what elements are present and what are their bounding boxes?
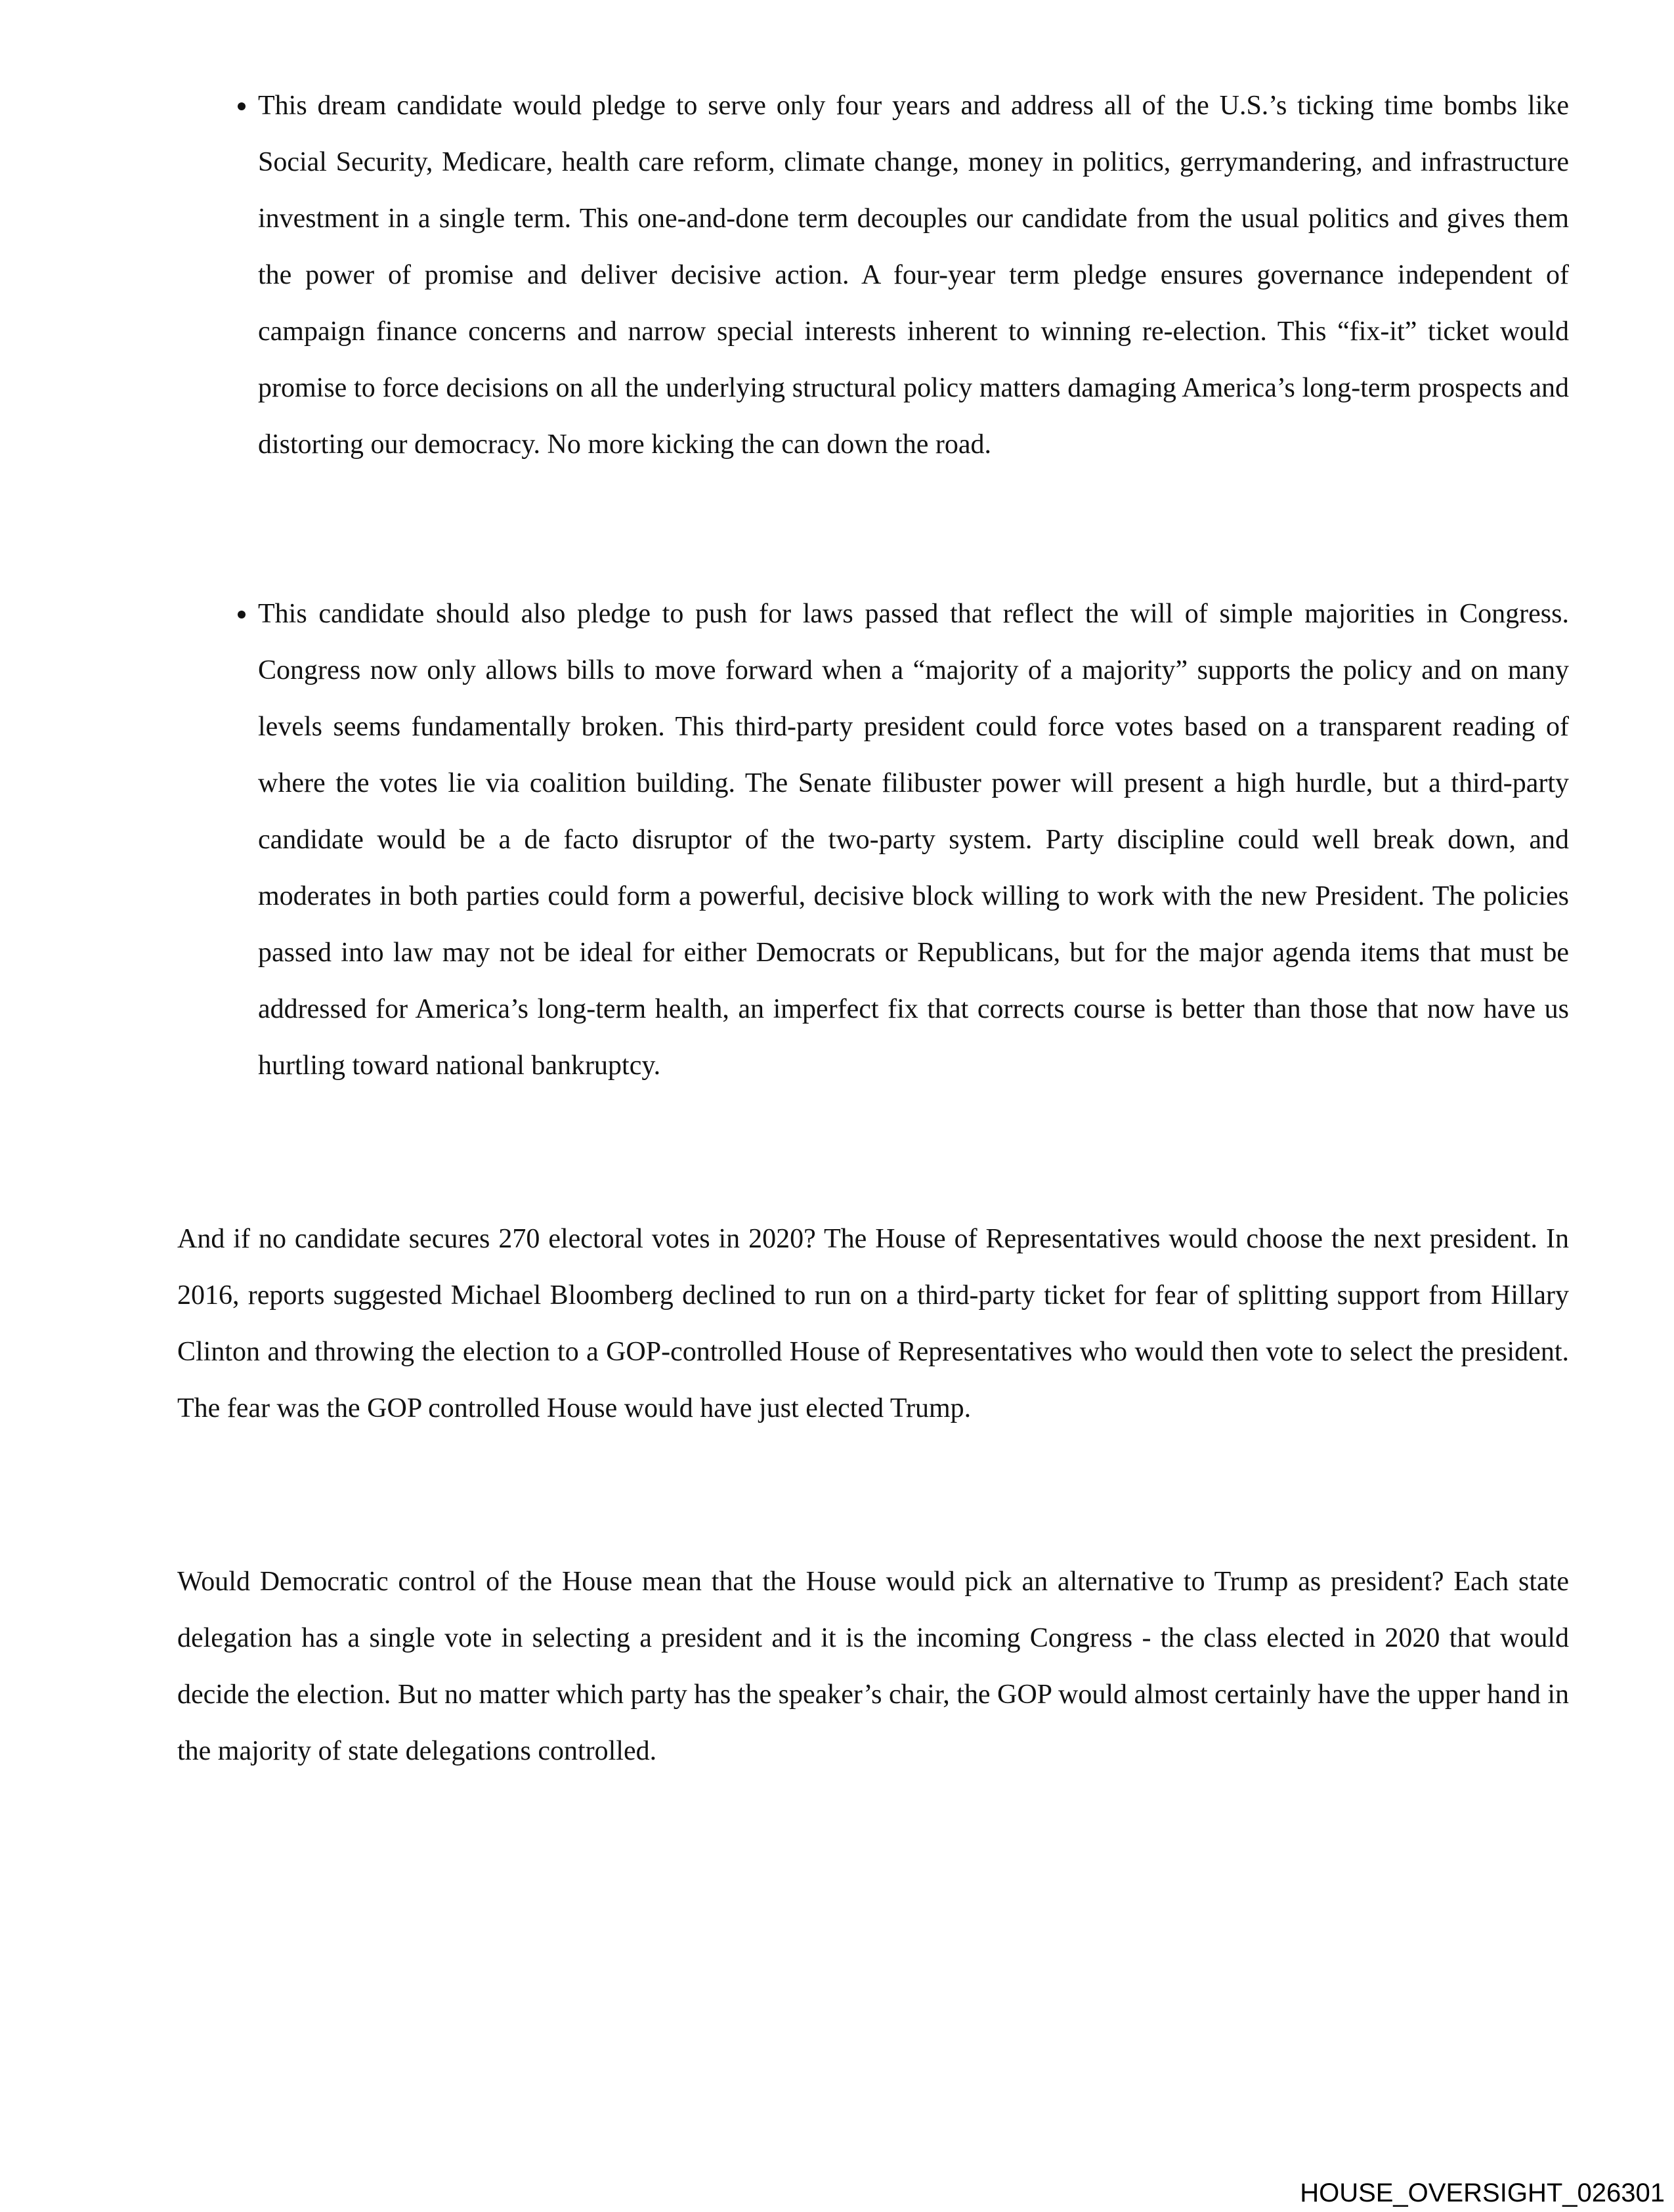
bullet-item-dream-candidate: • This dream candidate would pledge to serve only four years and address all of the U.S.’s ticking time bombs like Social Security, Medicare, health care reform, climate change, money in politics, gerrymandering, and infrastructure investment in a single term. This one-and-done term decouples our candidate from the usual politics and gives them the power of promise and deliver decisive action. A four-year term pledge ensures governance independent of campaign finance concerns and narrow special interests inherent to winning re-election. This “fix-it” ticket would promise to force decisions on all the underlying structural policy matters damaging America’s long-term prospects and distorting our democracy. No more kicking the can down the road. bbox=[258, 77, 1569, 473]
bates-number: HOUSE_OVERSIGHT_026301 bbox=[1300, 2179, 1665, 2207]
bullet-list bbox=[177, 77, 1569, 1094]
paragraph-democratic-control: Would Democratic control of the House mean that the House would pick an alternative to Trump as president? Each state delegation has a single vote in selecting a president and it is the incoming Congress - the class elected in 2020 that would decide the election. But no matter which party has the speaker’s chair, the GOP would almost certainly have the upper hand in the majority of state delegations controlled. bbox=[177, 1567, 1569, 1766]
paragraph-electoral-votes: And if no candidate secures 270 electoral votes in 2020? The House of Representatives would choose the next president. In 2016, reports suggested Michael Bloomberg declined to run on a third-party ticket for fear of splitting support from Hillary Clinton and throwing the election to a GOP-controlled House of Representatives who would then vote to select the president. The fear was the GOP controlled House would have just elected Trump. bbox=[177, 1224, 1569, 1423]
bullet-item-simple-majorities: • This candidate should also pledge to push for laws passed that reflect the will of simple majorities in Congress. Congress now only allows bills to move forward when a “majority of a majority” supports the policy and on many levels seems fundamentally broken. This third-party president could force votes based on a transparent reading of where the votes lie via coalition building. The Senate filibuster power will present a high hurdle, but a third-party candidate would be a de facto disruptor of the two-party system. Party discipline could well break down, and moderates in both parties could form a powerful, decisive block willing to work with the new President. The policies passed into law may not be ideal for either Democrats or Republicans, but for the major agenda items that must be addressed for America’s long-term health, an imperfect fix that corrects course is better than those that now have us hurtling toward national bankruptcy. bbox=[258, 586, 1569, 1094]
